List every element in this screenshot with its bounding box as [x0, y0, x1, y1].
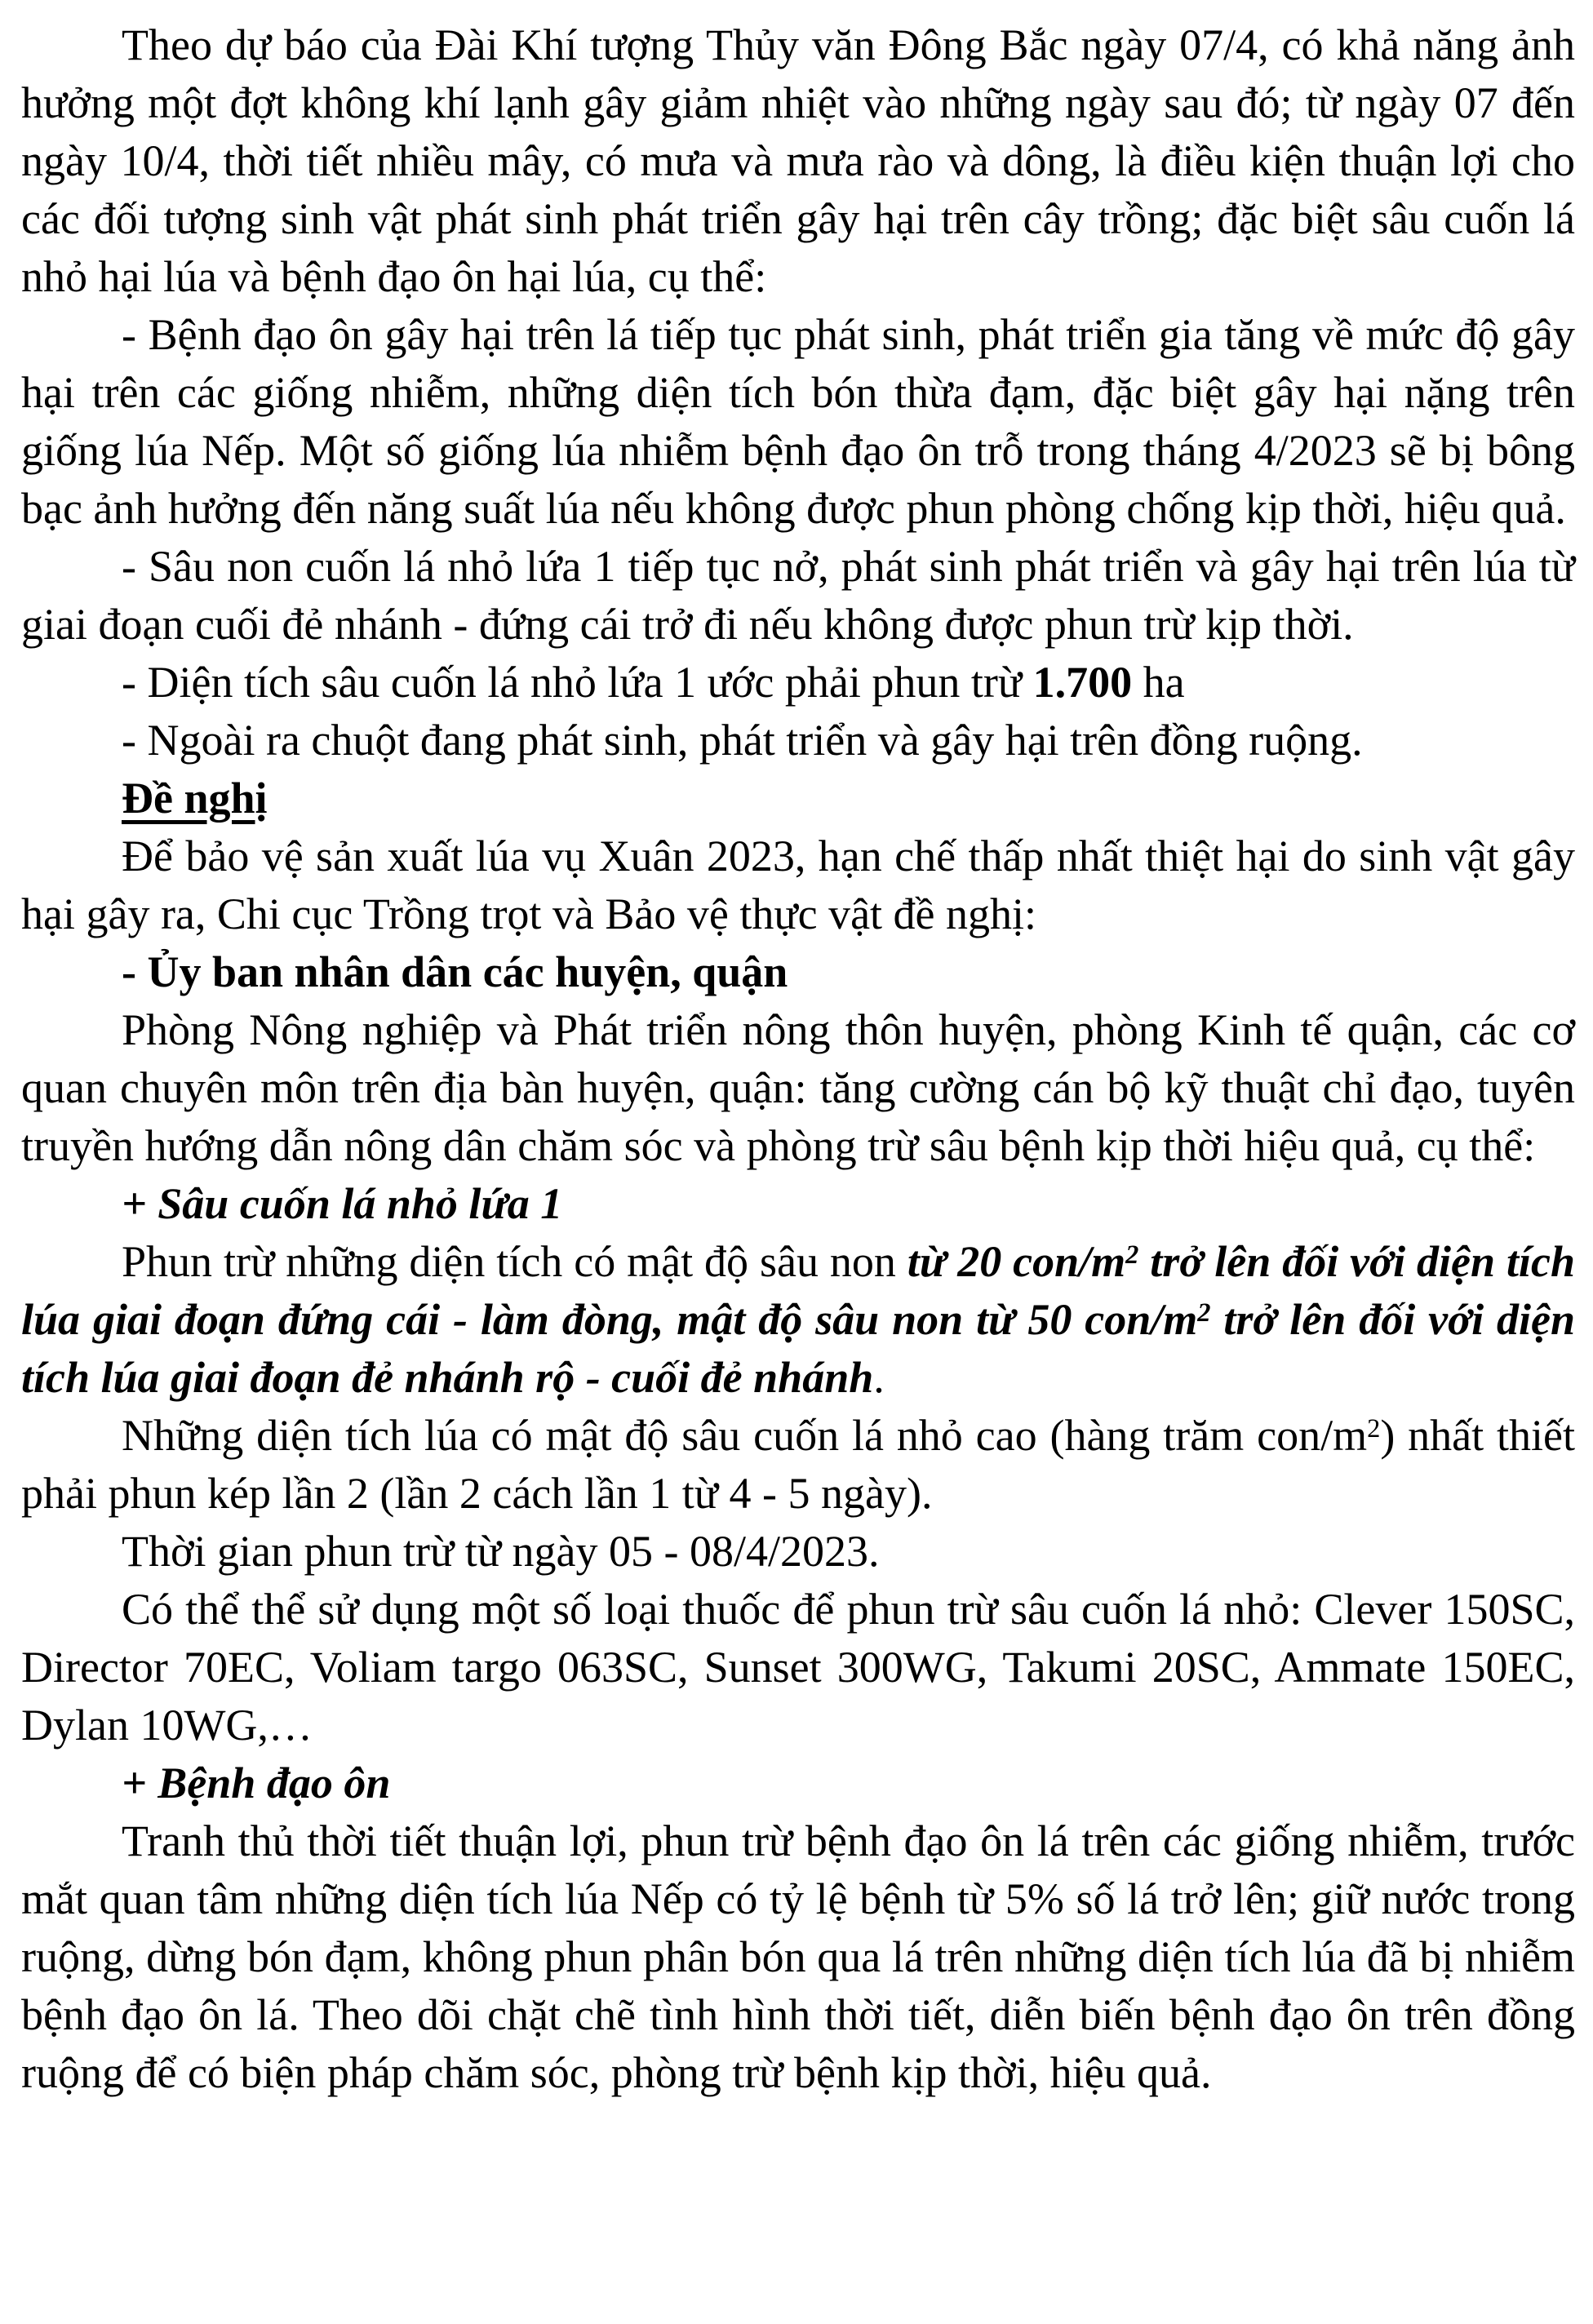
text-run: mật độ sâu non từ 50 con/m — [677, 1295, 1198, 1344]
paragraph-benh-dao-on — [21, 306, 1575, 538]
text-run: Theo dự báo của Đài Khí tượng Thủy văn Đông Bắc ngày 07/4, có khả năng ảnh hưởng một đợt không khí lạnh gây giảm nhiệt vào những ngày sau đó; từ ngày 07 đến ngày 10/4, thời tiết nhiều mây, có mưa và mưa rào và dông, là điều kiện thuận lợi cho các đối tượng sinh vật phát sinh phát triển gây hại trên cây trồng; đặc biệt sâu cuốn lá nhỏ hại lúa và bệnh đạo ôn hại lúa, cụ thể: — [21, 20, 1575, 301]
text-run: - Diện tích sâu cuốn lá nhỏ lứa 1 ước phải phun trừ — [122, 658, 1033, 707]
text-run: - Ngoài ra chuột đang phát sinh, phát triển và gây hại trên đồng ruộng. — [122, 716, 1363, 765]
subsection-heading-sau-cuon-la — [21, 1175, 1575, 1233]
paragraph-dien-tich — [21, 654, 1575, 712]
text-run: Phun trừ những diện tích có mật độ sâu non — [122, 1237, 907, 1286]
text-run: - Sâu non cuốn lá nhỏ lứa 1 tiếp tục nở, phát sinh phát triển và gây hại trên lúa từ giai đoạn cuối đẻ nhánh - đứng cái trở đi nếu không được phun trừ kịp thời. — [21, 542, 1575, 649]
text-run: trở lên đối với diện tích lúa giai đoạn đứng cái - làm đòng, — [21, 1237, 1575, 1344]
paragraph-tranh-thu — [21, 1812, 1575, 2102]
paragraph-phong-nong-nghiep — [21, 1001, 1575, 1175]
text-run: - Bệnh đạo ôn gây hại trên lá tiếp tục phát sinh, phát triển gia tăng về mức độ gây hại trên các giống nhiễm, những diện tích bón thừa đạm, đặc biệt gây hại nặng trên giống lúa Nếp. Một số giống lúa nhiễm bệnh đạo ôn trỗ trong tháng 4/2023 sẽ bị bông bạc ảnh hưởng đến năng suất lúa nếu không được phun phòng chống kịp thời, hiệu quả. — [21, 310, 1575, 533]
text-run: 2 — [1197, 1297, 1211, 1328]
text-run: Những diện tích lúa có mật độ sâu cuốn lá nhỏ cao (hàng trăm con/m — [122, 1411, 1368, 1460]
text-run: Phòng Nông nghiệp và Phát triển nông thôn huyện, phòng Kinh tế quận, các cơ quan chuyên môn trên địa bàn huyện, quận: tăng cường cán bộ kỹ thuật chỉ đạo, tuyên truyền hướng dẫn nông dân chăm sóc và phòng trừ sâu bệnh kịp thời hiệu quả, cụ thể: — [21, 1005, 1575, 1170]
text-run: Để bảo vệ sản xuất lúa vụ Xuân 2023, hạn chế thấp nhất thiệt hại do sinh vật gây hại gây ra, Chi cục Trồng trọt và Bảo vệ thực vật đề nghị: — [21, 832, 1575, 938]
text-run: ) nhất thiết phải phun kép lần 2 (lần 2 cách lần 1 từ 4 - 5 ngày). — [21, 1411, 1575, 1518]
text-run: . — [873, 1353, 885, 1402]
text-run: 1.700 — [1032, 658, 1133, 707]
subsection-heading-uy-ban — [21, 943, 1575, 1001]
paragraph-thuoc — [21, 1581, 1575, 1754]
text-run: trở lên đối với diện tích lúa giai đoạn đẻ nhánh rộ - cuối đẻ nhánh — [21, 1295, 1576, 1402]
paragraph-chuot — [21, 712, 1575, 769]
text-run: + Bệnh đạo ôn — [122, 1759, 391, 1807]
text-run: từ 20 con/m — [907, 1237, 1126, 1286]
text-run: Có thể thể sử dụng một số loại thuốc để phun trừ sâu cuốn lá nhỏ: Clever 150SC, Director 70EC, Voliam targo 063SC, Sunset 300WG, Takumi 20SC, Ammate 150EC, Dylan 10WG,… — [21, 1585, 1575, 1750]
paragraph-thoi-gian — [21, 1523, 1575, 1581]
paragraph-sau-non — [21, 538, 1575, 654]
text-run: Đề nghị — [122, 774, 268, 823]
text-run: + Sâu cuốn lá nhỏ lứa 1 — [122, 1179, 563, 1228]
document-body — [21, 16, 1575, 2102]
paragraph-phun-kep — [21, 1407, 1575, 1523]
paragraph-phun-tru — [21, 1233, 1575, 1407]
text-run: Thời gian phun trừ từ ngày 05 - 08/4/2023. — [122, 1527, 880, 1576]
subsection-heading-benh-dao-on — [21, 1754, 1575, 1812]
text-run: ha — [1132, 658, 1185, 707]
text-run: 2 — [1367, 1413, 1381, 1444]
text-run: 2 — [1125, 1240, 1139, 1270]
text-run: Tranh thủ thời tiết thuận lợi, phun trừ bệnh đạo ôn lá trên các giống nhiễm, trước mắt quan tâm những diện tích lúa Nếp có tỷ lệ bệnh từ 5% số lá trở lên; giữ nước trong ruộng, dừng bón đạm, không phun phân bón qua lá trên những diện tích lúa đã bị nhiễm bệnh đạo ôn lá. Theo dõi chặt chẽ tình hình thời tiết, diễn biến bệnh đạo ôn trên đồng ruộng để có biện pháp chăm sóc, phòng trừ bệnh kịp thời, hiệu quả. — [21, 1816, 1575, 2097]
text-run: - Ủy ban nhân dân các huyện, quận — [122, 947, 788, 996]
paragraph-bao-ve — [21, 827, 1575, 943]
section-heading-de-nghi — [21, 769, 1575, 827]
paragraph-forecast — [21, 16, 1575, 306]
